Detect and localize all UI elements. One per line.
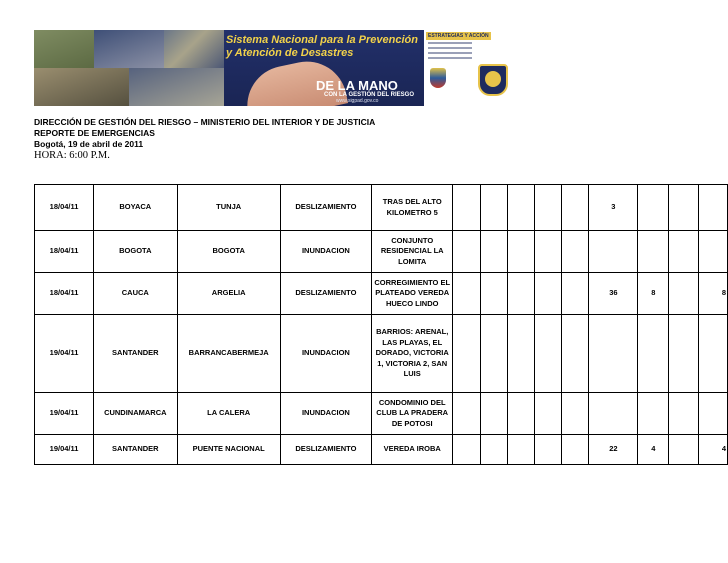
table-row [35, 273, 728, 315]
table-cell: LA CALERA [177, 393, 280, 435]
table-cell [589, 393, 638, 435]
report-date: Bogotá, 19 de abril de 2011 [34, 139, 144, 149]
table-cell: TUNJA [177, 185, 280, 231]
table-cell [638, 315, 669, 393]
table-cell: SANTANDER [94, 435, 177, 465]
table-cell: 36 [589, 273, 638, 315]
table-cell: 22 [589, 435, 638, 465]
table-cell [535, 273, 562, 315]
table-cell [669, 393, 698, 435]
report-directorate: DIRECCIÓN DE GESTIÓN DEL RIESGO – MINISTERIO DEL INTERIOR Y DE JUSTICIA [34, 117, 376, 127]
table-cell: ARGELIA [177, 273, 280, 315]
table-cell [453, 315, 480, 393]
table-cell [453, 273, 480, 315]
table-cell [453, 393, 480, 435]
shield-logo-icon [478, 64, 508, 96]
table-cell: DESLIZAMIENTO [280, 273, 371, 315]
table-cell [589, 231, 638, 273]
table-cell [480, 315, 507, 393]
table-cell: BOGOTA [177, 231, 280, 273]
header-banner [34, 30, 510, 106]
table-cell [507, 315, 534, 393]
banner-url: www.sigpad.gov.co [336, 98, 379, 104]
table-cell: CONJUNTO RESIDENCIAL LA LOMITA [371, 231, 453, 273]
table-row [35, 393, 728, 435]
table-row [35, 435, 728, 465]
table-cell [638, 393, 669, 435]
table-cell [562, 185, 589, 231]
table-cell [480, 393, 507, 435]
report-title: REPORTE DE EMERGENCIAS [34, 128, 155, 138]
table-cell: CUNDINAMARCA [94, 393, 177, 435]
table-cell: BOGOTA [94, 231, 177, 273]
table-cell: CONDOMINIO DEL CLUB LA PRADERA DE POTOSI [371, 393, 453, 435]
table-cell [669, 435, 698, 465]
report-time: HORA: 6:00 P.M. [34, 150, 110, 161]
table-cell [507, 231, 534, 273]
table-cell: BARRIOS: ARENAL, LAS PLAYAS, EL DORADO, VICTORIA 1, VICTORIA 2, SAN LUIS [371, 315, 453, 393]
table-cell [535, 231, 562, 273]
table-cell [507, 273, 534, 315]
table-cell: DESLIZAMIENTO [280, 435, 371, 465]
table-cell [562, 435, 589, 465]
table-cell [698, 393, 727, 435]
table-cell [480, 273, 507, 315]
table-cell: 8 [698, 273, 727, 315]
table-cell [562, 393, 589, 435]
table-cell [453, 185, 480, 231]
table-cell [507, 185, 534, 231]
table-row [35, 315, 728, 393]
table-cell [669, 231, 698, 273]
table-cell: CAUCA [94, 273, 177, 315]
banner-title-line2: y Atención de Desastres [226, 47, 354, 59]
table-cell: 19/04/11 [35, 315, 94, 393]
table-cell [480, 435, 507, 465]
table-cell: DESLIZAMIENTO [280, 185, 371, 231]
table-cell [535, 435, 562, 465]
banner-title-line1: Sistema Nacional para la Prevención [226, 34, 418, 46]
table-cell: INUNDACION [280, 393, 371, 435]
table-cell [698, 231, 727, 273]
table-cell: 18/04/11 [35, 231, 94, 273]
table-cell: BOYACA [94, 185, 177, 231]
table-cell [638, 185, 669, 231]
table-cell [535, 315, 562, 393]
table-cell: INUNDACION [280, 231, 371, 273]
banner-slogan: DE LA MANO [316, 78, 398, 93]
table-cell [535, 185, 562, 231]
table-cell [698, 185, 727, 231]
table-cell [480, 185, 507, 231]
table-cell [453, 231, 480, 273]
table-cell: 3 [589, 185, 638, 231]
table-cell: 19/04/11 [35, 393, 94, 435]
table-cell: CORREGIMIENTO EL PLATEADO VEREDA HUECO LINDO [371, 273, 453, 315]
table-cell: 18/04/11 [35, 273, 94, 315]
table-cell [480, 231, 507, 273]
colombia-crest-icon [430, 68, 446, 88]
table-cell [589, 315, 638, 393]
table-cell: PUENTE NACIONAL [177, 435, 280, 465]
table-row [35, 185, 728, 231]
table-cell: 4 [698, 435, 727, 465]
banner-strategies-label: ESTRATEGIAS Y ACCIÓN [428, 33, 489, 39]
table-cell [638, 231, 669, 273]
table-cell: 19/04/11 [35, 435, 94, 465]
table-cell [669, 185, 698, 231]
banner-photo-collage [34, 30, 224, 106]
table-cell [698, 315, 727, 393]
table-cell [562, 315, 589, 393]
banner-slogan-sub: CON LA GESTIÓN DEL RIESGO [324, 92, 415, 98]
table-cell [507, 435, 534, 465]
table-cell [453, 435, 480, 465]
table-cell: VEREDA IROBA [371, 435, 453, 465]
table-cell: 8 [638, 273, 669, 315]
table-cell: INUNDACION [280, 315, 371, 393]
table-row [35, 231, 728, 273]
table-cell [669, 315, 698, 393]
table-cell [669, 273, 698, 315]
table-cell: TRAS DEL ALTO KILOMETRO 5 [371, 185, 453, 231]
table-cell [507, 393, 534, 435]
banner-strategy-lines [428, 42, 472, 62]
table-cell: SANTANDER [94, 315, 177, 393]
table-cell [562, 273, 589, 315]
table-cell: 18/04/11 [35, 185, 94, 231]
emergency-table [34, 184, 728, 465]
table-cell: BARRANCABERMEJA [177, 315, 280, 393]
table-cell [535, 393, 562, 435]
table-cell: 4 [638, 435, 669, 465]
table-cell [562, 231, 589, 273]
